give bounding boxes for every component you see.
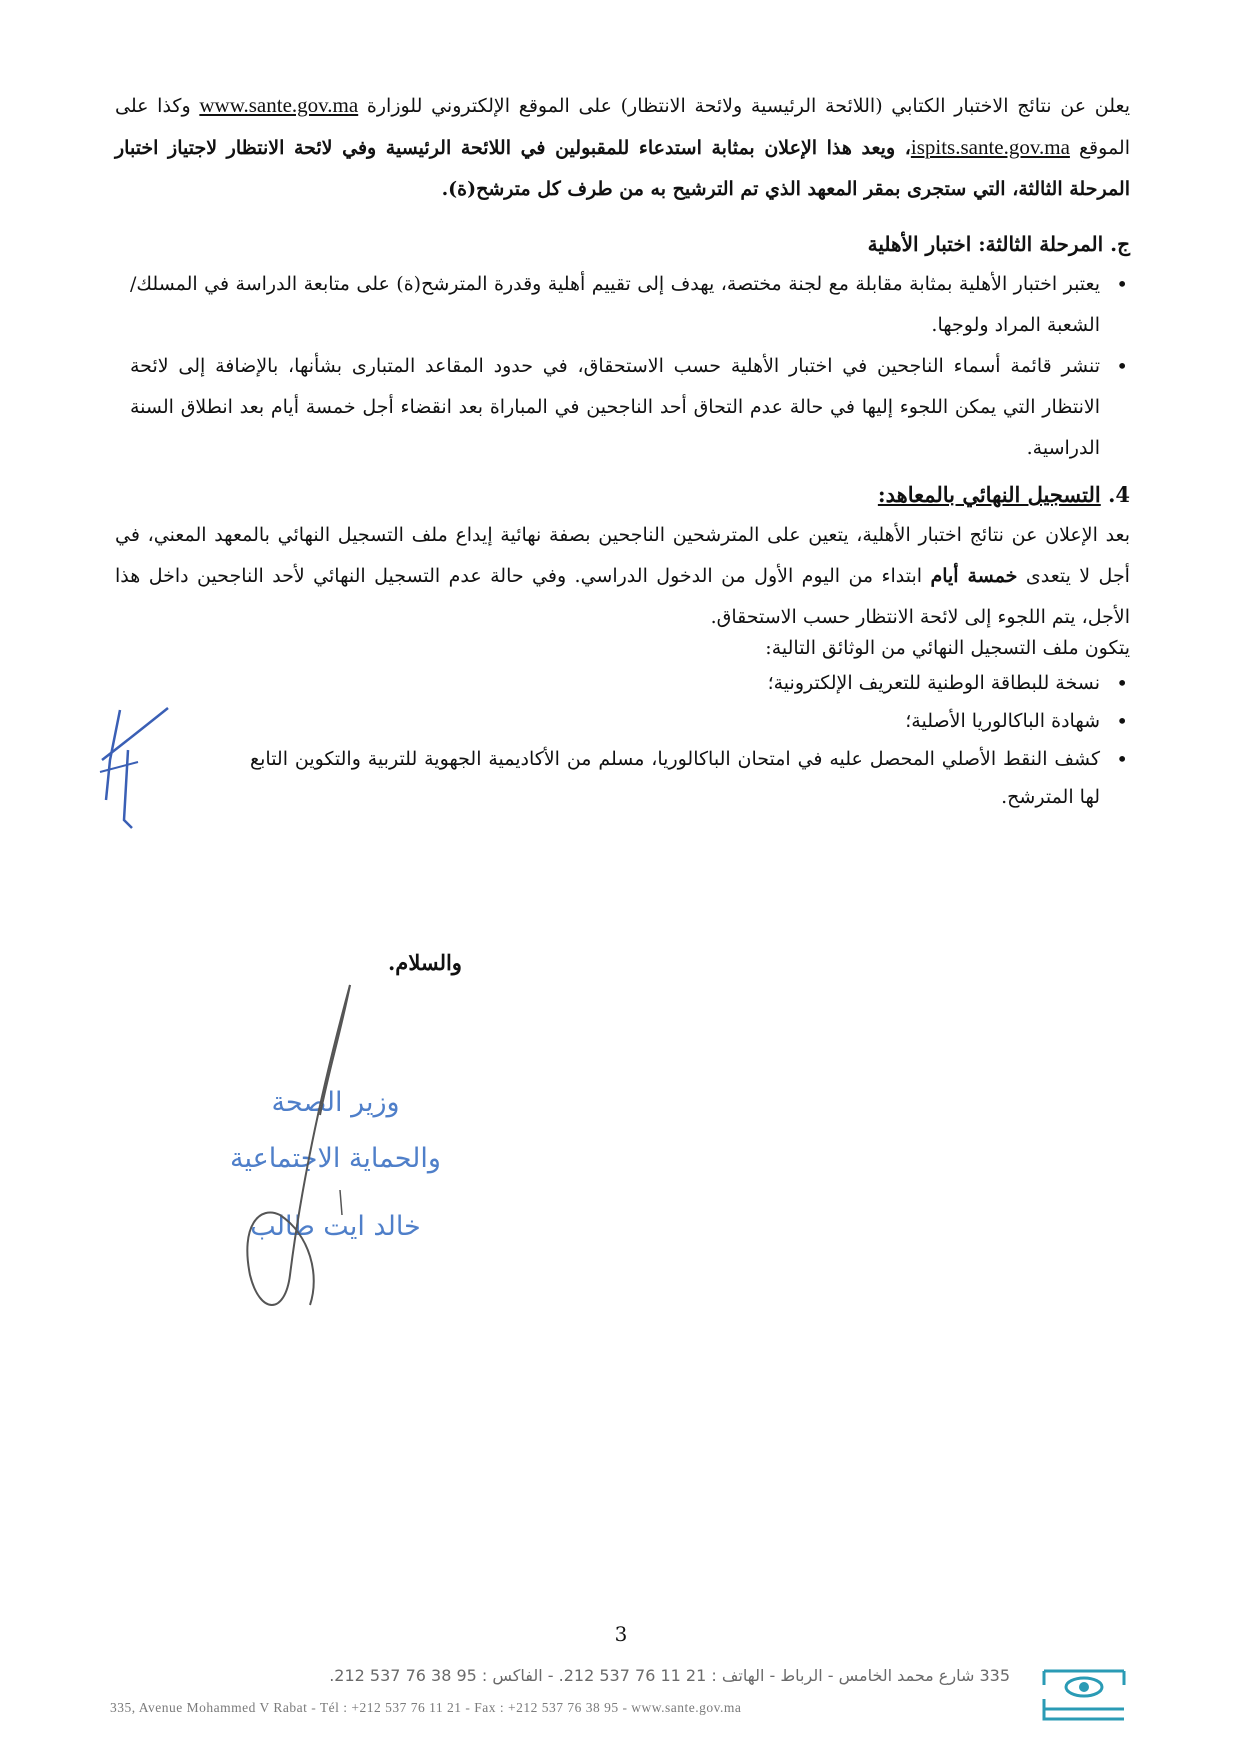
- intro-text-1: يعلن عن نتائج الاختبار الكتابي (اللائحة الرئيسية ولائحة الانتظار) على الموقع الإلكتروني للوزارة: [366, 95, 1130, 117]
- page-number: 3: [614, 1622, 628, 1646]
- list-item: • تنشر قائمة أسماء الناجحين في اختبار الأهلية حسب الاستحقاق، في حدود المقاعد المتبارى بشأنها، بالإضافة إلى لائحة الانتظار التي يمكن اللجوء إليها في حالة عدم التحاق أحد الناجحين في المباراة بعد انقضاء أجل خمسة أيام بعد انطلاق السنة الدراسية.: [130, 346, 1130, 469]
- list-item: • كشف النقط الأصلي المحصل عليه في امتحان الباكالوريا، مسلم من الأكاديمية الجهوية للتربية والتكوين التابع لها المترشح.: [250, 740, 1130, 816]
- footer-address-arabic: 335 شارع محمد الخامس - الرباط - الهاتف : 21 11 76 537 212. - الفاكس : 95 38 76 537 212.: [329, 1666, 1010, 1685]
- registration-text-2: ابتداء من اليوم الأول من الدخول الدراسي. وفي حالة عدم التسجيل النهائي لأحد الناجحين داخل هذا الأجل، يتم اللجوء إلى لائحة الانتظار حسب الاستحقاق.: [115, 565, 1130, 628]
- ministry-website-link[interactable]: www.sante.gov.ma: [199, 93, 359, 117]
- intro-text-3: ، ويعد هذا الإعلان بمثابة استدعاء للمقبولين في اللائحة الرئيسية وفي لائحة الانتظار لاجتياز اختبار المرحلة الثالثة، التي ستجرى بمقر المعهد الذي تم الترشيح به من طرف كل مترشح(ة).: [115, 137, 1130, 200]
- initials-signature: [98, 700, 178, 840]
- section-4-title: التسجيل النهائي بالمعاهد:: [877, 482, 1101, 507]
- section-4-heading: [878, 482, 1130, 507]
- list-item: • نسخة للبطاقة الوطنية للتعريف الإلكترونية؛: [250, 664, 1130, 702]
- intro-paragraph: [115, 85, 1130, 210]
- section-4-number: 4.: [1108, 482, 1130, 507]
- section-c-heading: ج. المرحلة الثالثة: اختبار الأهلية: [867, 232, 1130, 256]
- documents-intro: يتكون ملف التسجيل النهائي من الوثائق التالية:: [765, 637, 1130, 659]
- minister-stamp: [168, 1075, 503, 1255]
- footer-address-french: 335, Avenue Mohammed V Rabat - Tél : +212 537 76 11 21 - Fax : +212 537 76 38 95 - www.sante.gov.ma: [110, 1700, 742, 1715]
- list-item: • يعتبر اختبار الأهلية بمثابة مقابلة مع لجنة مختصة، يهدف إلى تقييم أهلية وقدرة المترشح(ة) على متابعة الدراسة في المسلك/الشعبة المراد ولوجها.: [130, 264, 1130, 346]
- ministry-logo-icon: [1038, 1663, 1130, 1725]
- intro-text-2: وكذا على الموقع: [115, 95, 1130, 159]
- five-days-text: خمسة أيام: [930, 565, 1018, 587]
- registration-paragraph: [115, 515, 1130, 638]
- stamp-line-2: والحماية الاجتماعية: [230, 1143, 441, 1174]
- ispits-website-link[interactable]: ispits.sante.gov.ma: [910, 135, 1070, 159]
- stamp-line-3: خالد ايت طالب: [250, 1211, 421, 1242]
- registration-text-1: بعد الإعلان عن نتائج اختبار الأهلية، يتعين على المترشحين الناجحين بصفة نهائية إيداع ملف التسجيل النهائي بالمعهد المعني، في أجل لا يتعدى: [115, 524, 1130, 587]
- section-c-list: [130, 264, 1130, 469]
- stamp-line-1: وزير الصحة: [271, 1087, 400, 1118]
- documents-list: [250, 664, 1130, 816]
- closing-text: والسلام.: [388, 950, 462, 975]
- list-item: • شهادة الباكالوريا الأصلية؛: [250, 702, 1130, 740]
